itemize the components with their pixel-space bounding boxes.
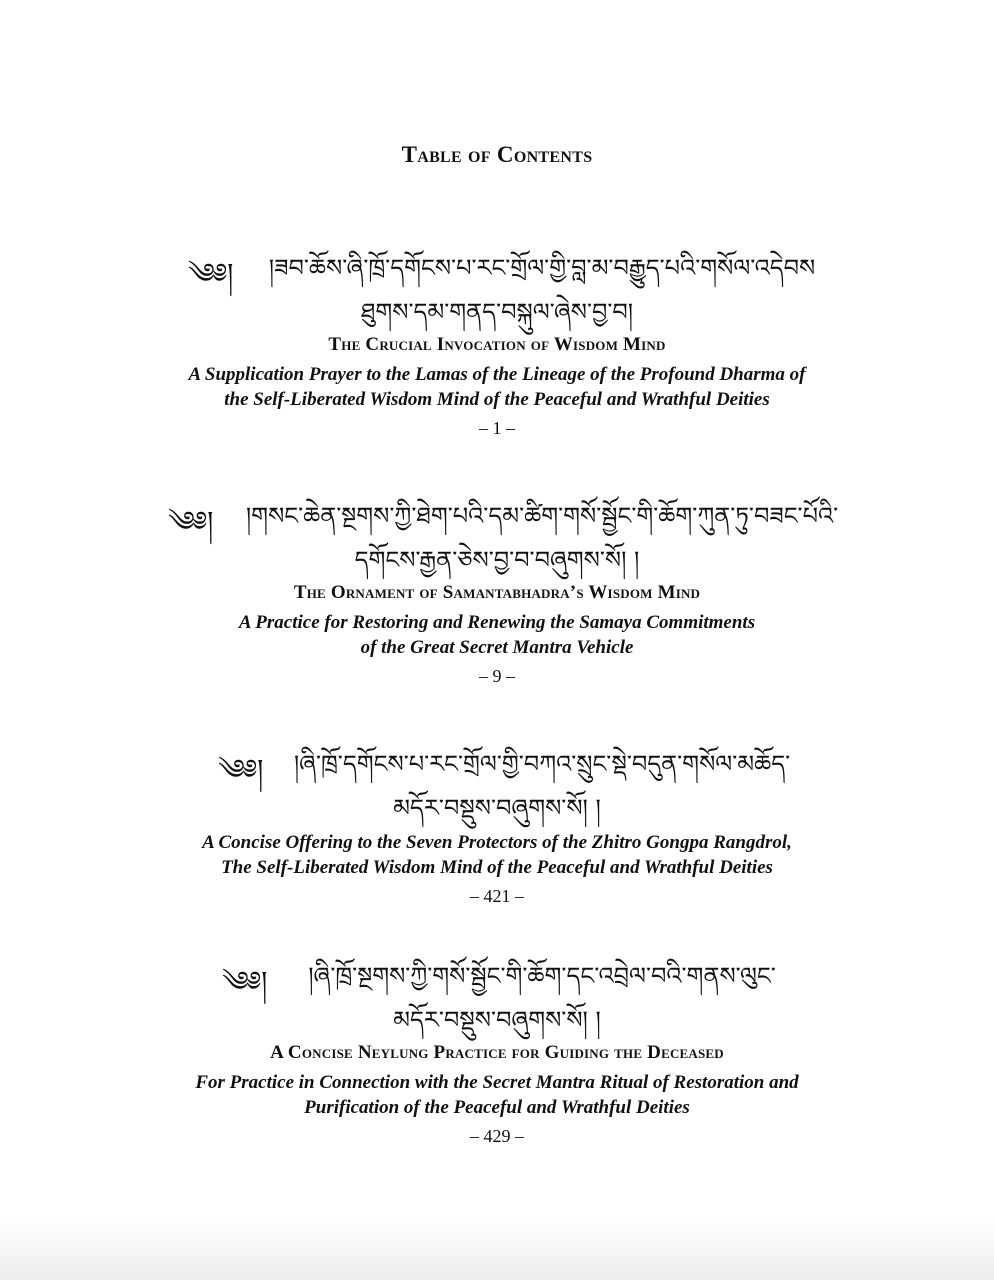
toc-entry[interactable] [0, 238, 994, 439]
entry-subtitle: the Self-Liberated Wisdom Mind of the Peaceful and Wrathful Deities [224, 389, 770, 410]
toc-entry[interactable] [0, 734, 994, 907]
entry-subtitle: of the Great Secret Mantra Vehicle [360, 637, 634, 658]
tibetan-head-mark: ༄༅། [188, 257, 234, 290]
entry-subtitle: A Practice for Restoring and Renewing the Samaya Commitments [238, 612, 756, 633]
page-number: – 421 – [470, 886, 524, 906]
tibetan-title-line: །ཞི་ཁྲོ་སྔགས་ཀྱི་གསོ་སྦྱོང་གི་ཆོག་དང་འབྲེལ་བའི་གནས་ལུང་ [308, 962, 776, 990]
tibetan-head-mark: ༄༅། [168, 505, 214, 538]
page-number: – 9 – [479, 666, 515, 686]
tibetan-title-block [0, 946, 994, 1038]
tibetan-title-line: །ཞི་ཁྲོ་དགོངས་པ་རང་གྲོལ་གྱི་བཀའ་སྲུང་སྡེ་བདུན་གསོལ་མཆོད་ [293, 750, 791, 778]
page-title: Table of Contents [401, 142, 593, 167]
tibetan-title-line: མདོར་བསྡུས་བཞུགས་སོ། ། [393, 1006, 601, 1034]
page-number: – 1 – [479, 418, 515, 438]
entry-subtitle: For Practice in Connection with the Secret Mantra Ritual of Restoration and [195, 1072, 799, 1093]
tibetan-head-mark: ༄༅། [218, 753, 264, 786]
entry-subtitle: Purification of the Peaceful and Wrathful Deities [304, 1097, 690, 1118]
tibetan-title-line: །གསང་ཆེན་སྔགས་ཀྱི་ཐེག་པའི་དམ་ཚིག་གསོ་སྦྱོང་གི་ཆོག་ཀུན་ཏུ་བཟང་པོའི་ [245, 502, 839, 530]
page-number: – 429 – [470, 1126, 524, 1146]
entry-title: The Ornament of Samantabhadra’s Wisdom Mind [293, 582, 701, 603]
entry-title: The Crucial Invocation of Wisdom Mind [328, 334, 666, 355]
tibetan-title-block [0, 486, 994, 578]
tibetan-title-line: མདོར་བསྡུས་བཞུགས་སོ། ། [393, 794, 601, 822]
entry-subtitle: A Supplication Prayer to the Lamas of the Lineage of the Profound Dharma of [188, 364, 806, 385]
entry-title: A Concise Neylung Practice for Guiding the Deceased [270, 1042, 724, 1063]
toc-entry[interactable] [0, 946, 994, 1147]
toc-entry[interactable] [0, 486, 994, 687]
tibetan-title-line: །ཟབ་ཆོས་ཞི་ཁྲོ་དགོངས་པ་རང་གྲོལ་གྱི་བླ་མ་བརྒྱུད་པའི་གསོལ་འདེབས [268, 254, 816, 282]
tibetan-title-line: ཐུགས་དམ་གནད་བསྐུལ་ཞེས་བྱ་བ། [360, 298, 634, 326]
tibetan-head-mark: ༄༅། [222, 965, 268, 998]
page-bottom-shadow [0, 1220, 994, 1280]
tibetan-title-block [0, 734, 994, 826]
tibetan-title-line: དགོངས་རྒྱན་ཅེས་བྱ་བ་བཞུགས་སོ། ། [354, 546, 640, 574]
entry-subtitle: A Concise Offering to the Seven Protectors of the Zhitro Gongpa Rangdrol, [202, 832, 792, 853]
tibetan-title-block [0, 238, 994, 330]
entry-subtitle: The Self-Liberated Wisdom Mind of the Peaceful and Wrathful Deities [221, 857, 773, 878]
